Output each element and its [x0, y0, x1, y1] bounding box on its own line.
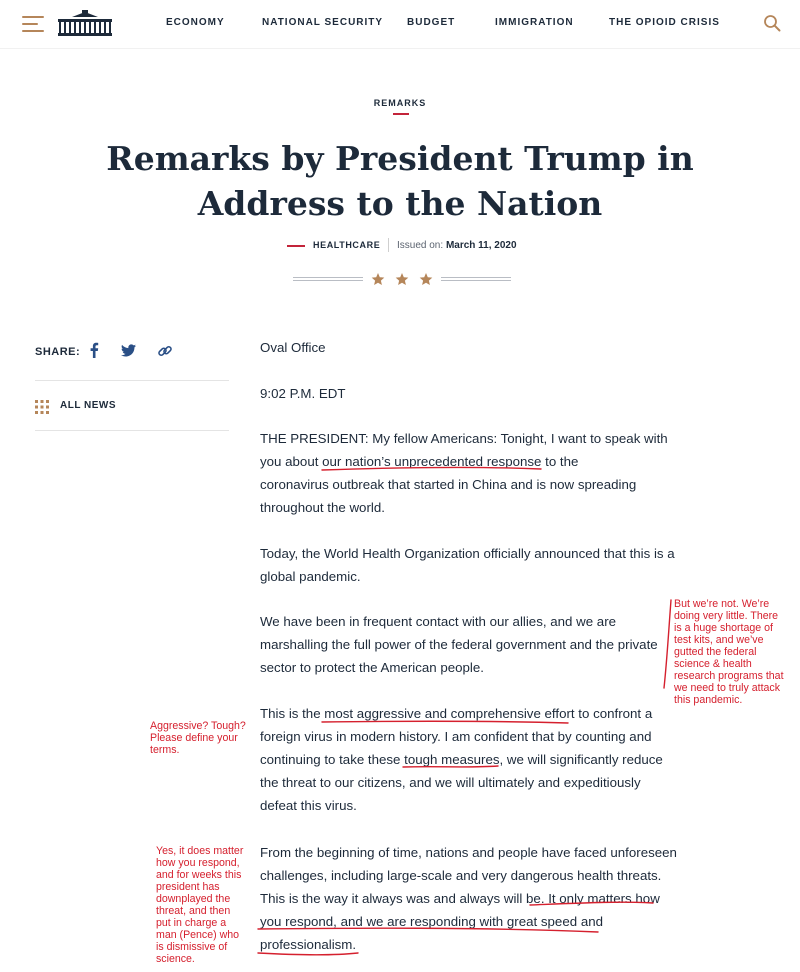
nav-budget[interactable]: BUDGET [407, 17, 456, 28]
paragraph-allies: We have been in frequent contact with our allies, and we are marshalling the full power of the federal government and the private sector to protect the American people. [260, 614, 658, 675]
link-icon[interactable] [157, 343, 173, 359]
category-accent-line [287, 245, 305, 247]
paragraph-opening: THE PRESIDENT: My fellow Americans: Tonight, I want to speak with you about our nation’s unprecedented response to the coronavirus outbreak that started in China and is now spreading throughout the world. [260, 431, 668, 515]
search-icon[interactable] [763, 14, 781, 32]
highlighted-phrase: our nation’s unprecedented response [322, 454, 542, 469]
nav-immigration[interactable]: IMMIGRATION [495, 17, 574, 28]
paragraph-time: 9:02 P.M. EDT [260, 386, 346, 401]
issued-date [397, 240, 517, 251]
issued-label: Issued on: [397, 240, 444, 251]
white-house-logo-icon[interactable] [58, 10, 112, 36]
paragraph-effort: This is the most aggressive and comprehensive effort to confront a foreign virus in modern history. I am confident that by counting and continuing to take these tough measures, we will significantly reduce the threat to our citizens, and we will ultimately and expeditiously defeat this virus. [260, 706, 663, 813]
paragraph-response: From the beginning of time, nations and people have faced unforeseen challenges, including large-scale and very dangerous health threats. This is the way it always was and always will be. It only matters how you respond, and we are responding with great speed and professionalism. [260, 845, 677, 952]
eyebrow-underline [393, 113, 409, 115]
menu-icon[interactable] [22, 16, 44, 32]
title-line-2: Address to the Nation [197, 184, 603, 223]
annotation-note-1: But we’re not. We’re doing very little. There is a huge shortage of test kits, and we’ve gutted the federal science & health research programs that we need to truly attack this pandemic. [674, 598, 784, 706]
grid-icon[interactable] [35, 400, 49, 414]
annotation-note-3: Yes, it does matter how you respond, and for weeks this president has downplayed the threat, and then put in charge a man (Pence) who is dismissive of science. [156, 845, 244, 965]
share-label: SHARE: [35, 346, 81, 358]
title-line-1: Remarks by President Trump in [106, 139, 694, 178]
paragraph-pandemic: Today, the World Health Organization officially announced that this is a global pandemic. [260, 546, 675, 584]
eyebrow-remarks[interactable]: REMARKS [373, 98, 427, 108]
annotation-note-2: Aggressive? Tough? Please define your terms. [150, 720, 246, 756]
header-divider [0, 48, 800, 49]
page-title [80, 136, 720, 226]
star-divider [293, 270, 511, 288]
meta-separator [388, 238, 389, 252]
all-news-link[interactable]: ALL NEWS [60, 400, 117, 411]
nav-economy[interactable]: ECONOMY [166, 17, 225, 28]
sidebar-divider [35, 430, 229, 431]
twitter-icon[interactable] [121, 344, 136, 357]
nav-the-opioid-crisis[interactable]: THE OPIOID CRISIS [609, 17, 720, 28]
issued-date-value: March 11, 2020 [445, 240, 517, 251]
sidebar-divider [35, 380, 229, 381]
category-link[interactable]: HEALTHCARE [313, 240, 381, 250]
facebook-icon[interactable] [88, 342, 100, 358]
star-icons [372, 273, 433, 285]
nav-national-security[interactable]: NATIONAL SECURITY [262, 17, 384, 28]
paragraph-location: Oval Office [260, 340, 326, 355]
